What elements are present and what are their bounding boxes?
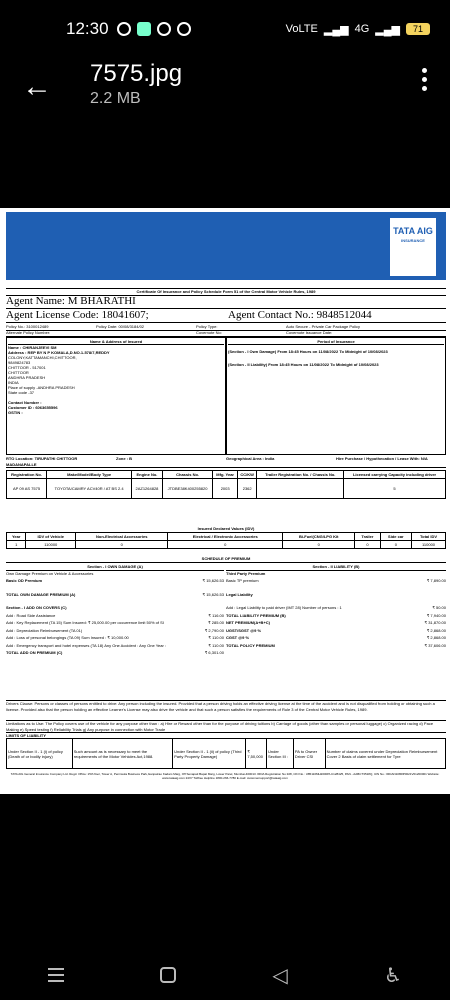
premium-label: Add : Legal Liability to paid driver (IMT 28) Number of persons : 1	[226, 605, 342, 610]
premium-line	[226, 643, 446, 649]
app-notification-icon	[137, 22, 151, 36]
idv-cell: 0	[76, 541, 168, 549]
premium-label: UGST/SGST @9 %	[226, 627, 262, 633]
premium-amount: ₹ 31,870.00	[424, 620, 446, 625]
idv-header-cell: IDV of Vehicle	[26, 533, 76, 541]
insured-line: Place of supply -ANDHRA PRADESH	[8, 385, 75, 390]
battery-icon: 71	[406, 23, 430, 35]
status-time: 12:30	[66, 19, 109, 38]
period-tp: (Section - II Liability) From 18:45 Hours on 11/08/2022 To Midnight of 10/08/2023	[228, 362, 379, 367]
document-image[interactable]	[0, 208, 450, 794]
premium-line	[6, 605, 224, 611]
insured-line: INDIA	[8, 380, 19, 385]
premium-line	[226, 605, 446, 611]
insured-address	[8, 345, 224, 415]
back-arrow-icon[interactable]: ←	[22, 70, 52, 103]
header-band	[6, 212, 446, 285]
back-triangle-icon[interactable]: ◁	[272, 964, 288, 987]
social-notification-icon	[157, 22, 171, 36]
insured-line: State code -37	[8, 390, 35, 395]
idv-cell: 110000	[412, 541, 446, 549]
navigation-bar	[0, 950, 450, 1000]
agent-row-2	[6, 309, 446, 323]
period-box: Period of Insurance (Section - I Own Damage) From 18:45 Hours on 11/08/2022 To Midnight of 10/08/2023 (Section - II Liability) From 18:45 Hours on 11/08/2022 To Midnight of 10/08/2023	[226, 337, 446, 455]
notification-icon	[177, 22, 191, 36]
idv-cell: 0	[355, 541, 380, 549]
vehicle-header-cell: Make/Model/Body Type	[47, 471, 132, 479]
limits-cell: ₹ 7,50,000	[246, 739, 267, 769]
premium-amount: ₹ 7,940.00	[426, 612, 446, 618]
vehicle-header-cell: Mfg. Year	[213, 471, 238, 479]
premium-label: TOTAL ADD ON PREMIUM (C)	[6, 650, 63, 655]
premium-label: Section - I ADD ON COVERS (C)	[6, 605, 67, 610]
company-footer: TATA AIG General Insurance Company Ltd. Regd. Office: 15th floor, Tower A, Peninsula Business Park,Ganpatrao Kadam Marg, Off Senapati Bapat Marg, Lower Parel, Mumbai-400013. IRDA Registration No:108, CIN No.: U85110MH2000PLC128425, PAN - AABCT3518Q, UIN No.: IRDAN108RP0021V01200001 Website: www.tataaig.com 24X7 Tollfree Helpline 1800-266-7780 E-mail: customersupport@tataaig.com	[10, 772, 440, 780]
premium-label: Add : Emergency transport and hotel expenses (TA 18) Any One Accident : Any One Year :	[6, 642, 167, 648]
premium-line	[6, 613, 224, 619]
premium-amount: ₹ 15,626.53	[202, 591, 224, 597]
premium-line	[226, 571, 446, 577]
viewer-top-bar	[0, 58, 450, 128]
rto-row: RTO Location: TIRUPATHI CHITTOOR MADANAPALLE Zone : B Geographical Area : India Hire Purchase / Hypothecation / Lease With: N/A	[6, 456, 446, 468]
vehicle-header-cell: Trailer Registration No. / Chassis No.	[257, 471, 344, 479]
vehicle-cell	[257, 479, 344, 499]
vehicle-cell: JTDBE38K400255820	[162, 479, 213, 499]
agent-name: Agent Name: M BHARATHI	[6, 295, 136, 307]
premium-amount: ₹ 116.00	[208, 612, 224, 618]
premium-amount: ₹ 37,606.00	[424, 642, 446, 648]
premium-line	[6, 620, 224, 626]
premium-amount: ₹ 2,790.00	[204, 627, 224, 633]
agent-license: Agent License Code: 18041607;	[6, 309, 149, 321]
insured-line: COLONY,KATTAMANCHI,CHITTOOR,	[8, 355, 77, 360]
premium-label: CGST @9 %	[226, 635, 250, 640]
premium-line	[6, 571, 224, 577]
premium-label: Add : Key Replacement (TA 15) Sum Insured: ₹ 25,000.00 per occurrence limit 50% of SI	[6, 620, 164, 625]
idv-header-cell: Electrical / Electronic Accessories	[168, 533, 283, 541]
premium-line	[6, 650, 224, 656]
insured-line: GSTIN :	[8, 410, 23, 415]
premium-label: TOTAL OWN DAMAGE PREMIUM (A)	[6, 591, 76, 597]
signal2-icon: ▂▄▆	[375, 23, 400, 36]
vehicle-header-cell: CC/KW	[237, 471, 257, 479]
limitations-clause: Limitations as to Use: The Policy covers use of the vehicle for any purpose other than : a) Hire or Reward other than for the purpose of driving tuitions b) Carriage of goods (other than samples or personal luggage) c) Organized racing d) Pace Making e) Speed testing f) Reliability Trials g) Any purpose in connection with Motor Trade	[6, 720, 446, 732]
signal-icon: ▂▄▆	[323, 23, 349, 36]
insured-line: CHITTOOR	[8, 370, 29, 375]
premium-amount: ₹ 15,626.53	[202, 578, 224, 583]
insured-line: Customer ID : 6063655596	[8, 405, 58, 410]
premium-line	[6, 643, 224, 649]
limits-cell: Such amount as is necessary to meet the requirements of the Motor Vehicles Act,1988.	[72, 739, 172, 769]
file-size: 2.2 MB	[90, 90, 141, 107]
vehicle-cell: 5	[344, 479, 446, 499]
agent-row-1	[6, 295, 446, 309]
vehicle-cell: 2AZ1264828	[132, 479, 163, 499]
premium-label: Third Party Premium	[226, 570, 266, 576]
idv-table: Insured Declared Values (IDV) Year IDV of Vehicle Non-Electrical Accessories Electrical / Electronic Accessories Bi-Fuel(CNG/LPG Kit Trailer Side car Total IDV 1 110000 0 0 0 0 0 110000	[6, 526, 446, 549]
premium-label: TOTAL LIABILITY PREMIUM (B)	[226, 612, 286, 618]
premium-amount: ₹ 110.00	[208, 635, 224, 640]
limits-cell: Number of claims covered under Depreciation Reimbursement Cover 2 Basis of claim settlement for Tyre	[325, 739, 445, 769]
premium-label: Add : Road Side Assistance	[6, 612, 56, 618]
premium-line	[226, 578, 446, 584]
covernote-row: Alternate Policy Number: Covernote No: Covernote Issuance Date:	[6, 330, 446, 337]
insured-line: 9849824783	[8, 360, 31, 365]
limits-title: LIMITS OF LIABILITY	[6, 732, 446, 739]
limits-table	[6, 738, 446, 769]
whatsapp-icon	[117, 22, 131, 36]
insured-line: ANDHRA PRADESH	[8, 375, 46, 380]
premium-line	[6, 628, 224, 634]
idv-cell: 0	[380, 541, 411, 549]
premium-amount: ₹ 7,890.00	[426, 578, 446, 583]
certificate-title: Certificate Of Insurance and Policy Schedule Form 51 of the Central Motor Vehicle Rules, 1989	[6, 288, 446, 296]
idv-header-cell: Side car	[380, 533, 411, 541]
agent-contact: Agent Contact No.: 9848512044	[228, 309, 372, 321]
period-od: (Section - I Own Damage) From 18:45 Hours on 11/08/2022 To Midnight of 10/08/2023	[228, 349, 388, 354]
idv-header-cell: Total IDV	[412, 533, 446, 541]
insured-line: Name : CHIRANJEEVI SM	[8, 345, 57, 350]
premium-line	[226, 628, 446, 634]
schedule-title: SCHEDULE OF PREMIUM	[6, 556, 446, 563]
file-name: 7575.jpg	[90, 60, 183, 87]
signal-label: 4G	[354, 23, 370, 35]
drivers-clause: Drivers Clause: Persons or classes of persons entitled to drive: Any person including the insured. Provided that a person driving holds an effective driving license at the time of the accident and is not disqualified from holding or obtaining such a license. Provided also that the person holding an effective Learner's License may also drive the vehicle and that such a person satisfies the requirements of Rule 3 of the Central Motor Vehicle Rules, 1989.	[6, 700, 446, 712]
home-icon[interactable]	[160, 967, 176, 983]
premium-label: Legal Liability	[226, 591, 253, 597]
vehicle-cell: TOYOTA/CAMRY ACV40R / AT BS 2.4	[47, 479, 132, 499]
premium-amount: ₹ 110.00	[208, 642, 224, 648]
network-label: VoLTE	[285, 23, 318, 35]
premium-label: Add : Depreciation Reimbursement (TA 01)	[6, 627, 83, 633]
premium-label: Add : Loss of personal belongings (TA 09) Sum Insured : ₹ 10,000.00	[6, 635, 129, 640]
premium-amount: ₹ 50.00	[432, 605, 446, 610]
premium-line	[6, 592, 224, 598]
premium-line	[226, 620, 446, 626]
vehicle-header-cell: Licensed carrying Capacity including driver	[344, 471, 446, 479]
premium-label: NET PREMIUM(A+B+C)	[226, 620, 271, 625]
limits-cell: PA to Owner Driver CSI	[293, 739, 325, 769]
vehicle-cell: 2362	[237, 479, 257, 499]
premium-label: TOTAL POLICY PREMIUM	[226, 642, 275, 648]
limits-cell: Under Section II - 1 (ii) of policy (Third Party Property Damage)	[173, 739, 246, 769]
more-options-icon[interactable]	[422, 68, 428, 95]
limits-cell: Under Section II - 1 (i) of policy (Death of or bodily injury)	[7, 739, 73, 769]
idv-cell: 1	[7, 541, 26, 549]
status-bar	[0, 0, 450, 58]
insured-line: Address : REP BY N P KOMALA,D.NO.1-578/7,REDDY	[8, 350, 110, 355]
premium-amount: ₹ 6,301.00	[204, 650, 224, 655]
premium-label: Basic OD Premium	[6, 578, 43, 583]
premium-amount: ₹ 2,868.00	[426, 635, 446, 640]
vehicle-cell: 2003	[213, 479, 238, 499]
idv-cell: 0	[168, 541, 283, 549]
insured-box: Name & Address of Insured Name : CHIRANJEEVI SM Address : REP BY N P KOMALA,D.NO.1-578/7,REDDY COLONY,KATTAMANCHI,CHITTOOR, 9849824783 CHITTOOR - 517001 CHITTOOR ANDHRA PRADESH INDIA Place of supply -ANDHRA PRADESH State code -37 Contact Number : Customer ID : 6063655596 GSTIN :	[6, 337, 226, 455]
accessibility-icon[interactable]: ♿︎	[383, 964, 402, 987]
tagline: WITH YOU ALWAYS	[395, 280, 433, 285]
vehicle-header-cell: Registration No.	[7, 471, 47, 479]
idv-header-cell: Non-Electrical Accessories	[76, 533, 168, 541]
premium-line	[6, 578, 224, 584]
idv-header-cell: Year	[7, 533, 26, 541]
insured-line: Contact Number :	[8, 400, 42, 405]
recents-icon[interactable]	[48, 968, 64, 982]
premium-line	[226, 613, 446, 619]
limits-cell: Under Section III :	[266, 739, 293, 769]
idv-cell: 110000	[26, 541, 76, 549]
section-liability: Section - II LIABILITY (B) Third Party Premium Basic TP premium ₹ 7,890.00 Legal Liability Add : Legal Liability to paid driver (IMT 28) Number of persons : 1 ₹ 50.00 TOTAL LIABILITY PREMIUM (B) ₹ 7,940.00 NET PREMIUM(A+B+C) ₹ 31,870.00 UGST/SGST @9 % ₹ 2,868.00 CGST @9 % ₹ 2,868.00 TOTAL POLICY PREMIUM ₹ 37,606.00	[226, 564, 446, 648]
vehicle-cell: AP 09 AS 7575	[7, 479, 47, 499]
premium-amount: ₹ 2,868.00	[426, 627, 446, 633]
vehicle-table	[6, 470, 446, 499]
premium-line	[226, 592, 446, 598]
tata-aig-logo: TATA AIG INSURANCE WITH YOU ALWAYS	[390, 218, 436, 276]
vehicle-header-cell: Chassis No.	[162, 471, 213, 479]
premium-label: Basic TP premium	[226, 578, 259, 583]
insured-line: CHITTOOR - 517001	[8, 365, 46, 370]
section-own-damage: Section - I OWN DAMAGE (A) Own Damage Premium on Vehicle & Accessories Basic OD Premium ₹ 15,626.53 TOTAL OWN DAMAGE PREMIUM (A) ₹ 15,626.53 Section - I ADD ON COVERS (C) Add : Road Side Assistance ₹ 116.00 Add : Key Replacement (TA 15) Sum Insured: ₹ 25,000.00 per occurrence limit 50% of SI ₹ 285.00 Add : Depreciation Reimbursement (TA 01) ₹ 2,790.00 Add : Loss of personal belongings (TA 09) Sum Insured : ₹ 10,000.00 ₹ 110.00 Add : Emergency transport and hotel expenses (TA 18) Any One Accident : Any One Year : ₹ 110.00 TOTAL ADD ON PREMIUM (C) ₹ 6,301.00	[6, 564, 224, 655]
idv-header-cell: Trailer	[355, 533, 380, 541]
policy-row: Policy No.: 3100012489 Policy Date: 00/08/3184/02 Policy Type: Auto Secure - Private Car Package Policy	[6, 324, 446, 331]
premium-label: Own Damage Premium on Vehicle & Accessories	[6, 570, 94, 576]
premium-amount: ₹ 285.00	[208, 620, 224, 625]
vehicle-header-cell: Engine No.	[132, 471, 163, 479]
premium-line	[6, 635, 224, 641]
premium-line	[226, 635, 446, 641]
idv-header-cell: Bi-Fuel(CNG/LPG Kit	[283, 533, 355, 541]
idv-cell: 0	[283, 541, 355, 549]
